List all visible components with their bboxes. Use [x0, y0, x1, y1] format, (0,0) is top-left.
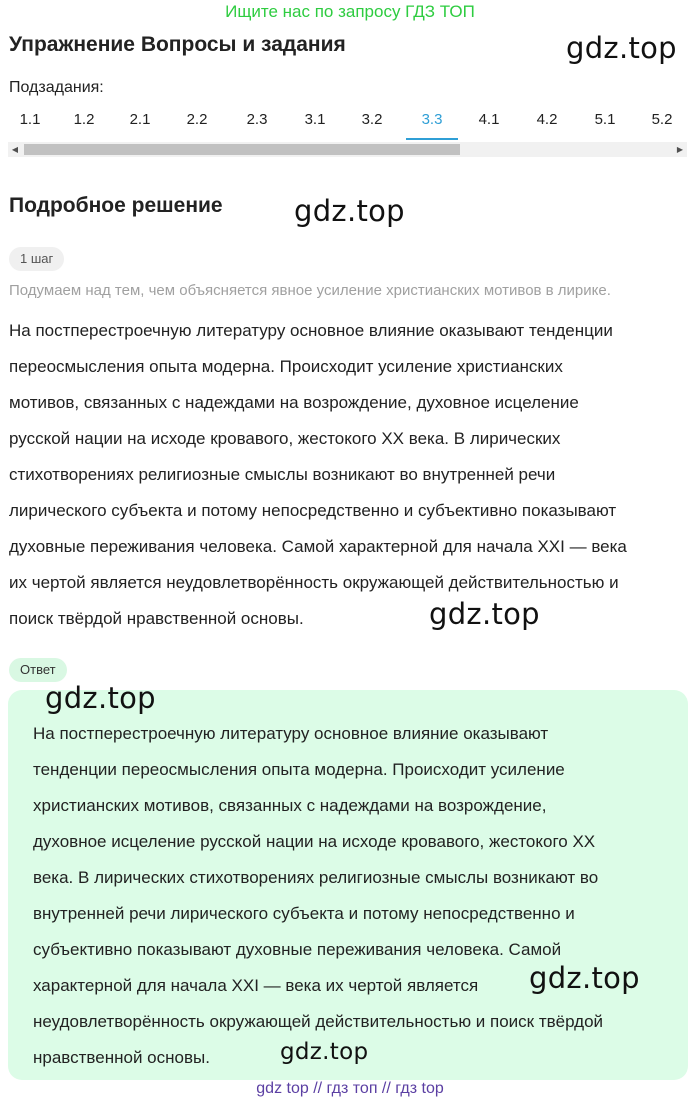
subtasks-label: Подзадания:: [9, 79, 104, 96]
tab-2-1[interactable]: 2.1: [129, 111, 151, 128]
tab-3-1[interactable]: 3.1: [304, 111, 326, 128]
search-banner-link[interactable]: Ищите нас по запросу ГДЗ ТОП: [225, 2, 475, 21]
text-line: неудовлетворённость окружающей действительностью и поиск твёрдой: [33, 1012, 604, 1031]
tab-2-3[interactable]: 2.3: [246, 111, 268, 128]
text-line: внутренней речи лирического субъекта и потому непосредственно и: [33, 904, 575, 923]
tab-3-2[interactable]: 3.2: [361, 111, 383, 128]
text-line: На постперестроечную литературу основное влияние оказывают: [33, 724, 549, 743]
text-line: поиск твёрдой нравственной основы.: [9, 609, 304, 628]
text-line: их чертой является неудовлетворённость окружающей действительностью и: [9, 573, 619, 592]
watermark: gdz.top: [566, 31, 677, 65]
text-line: тенденции переосмысления опыта модерна. Происходит усиление: [33, 760, 565, 779]
subtask-tabs: [0, 106, 700, 140]
tab-4-1[interactable]: 4.1: [478, 111, 500, 128]
tab-3-3[interactable]: 3.3: [406, 106, 458, 138]
text-line: стихотворениях религиозные смыслы возникают во внутренней речи: [9, 465, 556, 484]
text-line: мотивов, связанных с надеждами на возрождение, духовное исцеление: [9, 393, 579, 412]
tab-5-2[interactable]: 5.2: [651, 111, 673, 128]
text-line: характерной для начала XXI — века их чертой является: [33, 976, 479, 995]
solution-title: Подробное решение: [9, 194, 223, 217]
watermark: gdz.top: [280, 1039, 369, 1065]
answer-badge: Ответ: [9, 658, 67, 682]
text-line: На постперестроечную литературу основное влияние оказывают тенденции: [9, 321, 613, 340]
tab-1-1[interactable]: 1.1: [19, 111, 41, 128]
text-line: духовное исцеление русской нации на исходе кровавого, жестокого XX: [33, 832, 596, 851]
text-line: переосмысления опыта модерна. Происходит усиление христианских: [9, 357, 563, 376]
footer-links[interactable]: gdz top // гдз топ // гдз top: [256, 1080, 444, 1097]
scroll-thumb[interactable]: [24, 144, 460, 155]
scroll-left-arrow-icon[interactable]: ◀: [11, 145, 19, 154]
tab-4-2[interactable]: 4.2: [536, 111, 558, 128]
text-line: века. В лирических стихотворениях религиозные смыслы возникают во: [33, 868, 599, 887]
solution-text: [9, 313, 693, 637]
watermark: gdz.top: [294, 194, 405, 228]
watermark: gdz.top: [45, 681, 156, 715]
solution-hint: Подумаем над тем, чем объясняется явное усиление христианских мотивов в лирике.: [9, 282, 611, 299]
text-line: лирического субъекта и потому непосредственно и субъективно показывают: [9, 501, 617, 520]
exercise-title: Упражнение Вопросы и задания: [9, 33, 346, 56]
text-line: нравственной основы.: [33, 1048, 210, 1067]
tab-2-2[interactable]: 2.2: [186, 111, 208, 128]
text-line: христианских мотивов, связанных с надеждами на возрождение,: [33, 796, 547, 815]
watermark: gdz.top: [429, 597, 540, 631]
scroll-right-arrow-icon[interactable]: ▶: [676, 145, 684, 154]
tab-5-1[interactable]: 5.1: [594, 111, 616, 128]
watermark: gdz.top: [529, 961, 640, 995]
answer-text: [33, 716, 673, 1076]
tabs-scrollbar[interactable]: [8, 142, 687, 157]
step-badge: 1 шаг: [9, 247, 64, 271]
text-line: русской нации на исходе кровавого, жестокого XX века. В лирических: [9, 429, 561, 448]
tab-1-2[interactable]: 1.2: [73, 111, 95, 128]
text-line: субъективно показывают духовные переживания человека. Самой: [33, 940, 562, 959]
text-line: духовные переживания человека. Самой характерной для начала XXI — века: [9, 537, 627, 556]
